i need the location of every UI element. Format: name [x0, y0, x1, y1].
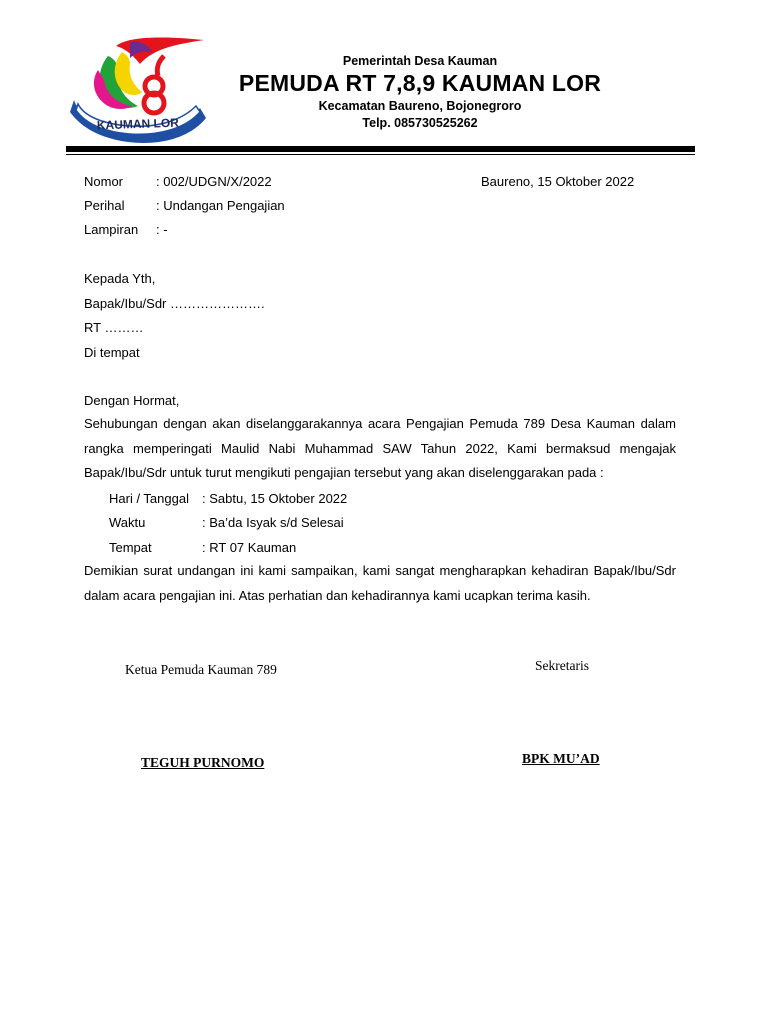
perihal-label: Perihal: [84, 198, 125, 213]
organization-title: PEMUDA RT 7,8,9 KAUMAN LOR: [238, 70, 602, 96]
lampiran-value: : -: [156, 222, 168, 237]
closing-paragraph: Demikian surat undangan ini kami sampaikan, kami sangat mengharapkan kehadiran Bapak/Ibu/Sdr dalam acara pengajian ini. Atas perhatian dan kehadirannya kami ucapkan terima kasih.: [84, 563, 676, 603]
header-divider-thin: [66, 154, 695, 155]
chairman-name: TEGUH PURNOMO: [141, 755, 265, 770]
event-time-value: : Ba’da Isyak s/d Selesai: [202, 515, 344, 530]
chairman-title: Ketua Pemuda Kauman 789: [125, 662, 277, 677]
event-place-label: Tempat: [109, 540, 152, 555]
organization-phone: Telp. 085730525262: [362, 116, 478, 130]
header-divider: [66, 146, 695, 152]
logo-banner-text: KAUMAN LOR: [96, 115, 180, 133]
event-date-label: Hari / Tanggal: [109, 491, 189, 506]
secretary-title: Sekretaris: [535, 658, 589, 673]
secretary-name: BPK MU’AD: [522, 751, 600, 766]
organization-address: Kecamatan Baureno, Bojonegroro: [318, 99, 522, 113]
recipient-line-4: Di tempat: [84, 345, 140, 360]
government-name: Pemerintah Desa Kauman: [342, 54, 498, 68]
event-place-value: : RT 07 Kauman: [202, 540, 297, 555]
nomor-value: : 002/UDGN/X/2022: [156, 174, 272, 189]
place-date: Baureno, 15 Oktober 2022: [481, 174, 635, 189]
perihal-value: : Undangan Pengajian: [156, 198, 285, 213]
logo-graphic: [68, 34, 208, 146]
recipient-line-2: Bapak/Ibu/Sdr ………………….: [84, 296, 265, 311]
event-date-value: : Sabtu, 15 Oktober 2022: [202, 491, 348, 506]
lampiran-label: Lampiran: [84, 222, 139, 237]
event-time-label: Waktu: [109, 515, 146, 530]
nomor-label: Nomor: [84, 174, 124, 189]
recipient-line-1: Kepada Yth,: [84, 271, 156, 286]
recipient-line-3: RT ………: [84, 320, 144, 335]
kauman-lor-logo: [68, 34, 208, 146]
opening-paragraph: Sehubungan dengan akan diselanggarakannya acara Pengajian Pemuda 789 Desa Kauman dalam rangka memperingati Maulid Nabi Muhammad SAW Tahun 2022, Kami bermaksud mengajak Bapak/Ibu/Sdr untuk turut mengikuti pengajian tersebut yang akan diselenggarakan pada :: [84, 416, 676, 480]
greeting: Dengan Hormat,: [84, 393, 180, 408]
